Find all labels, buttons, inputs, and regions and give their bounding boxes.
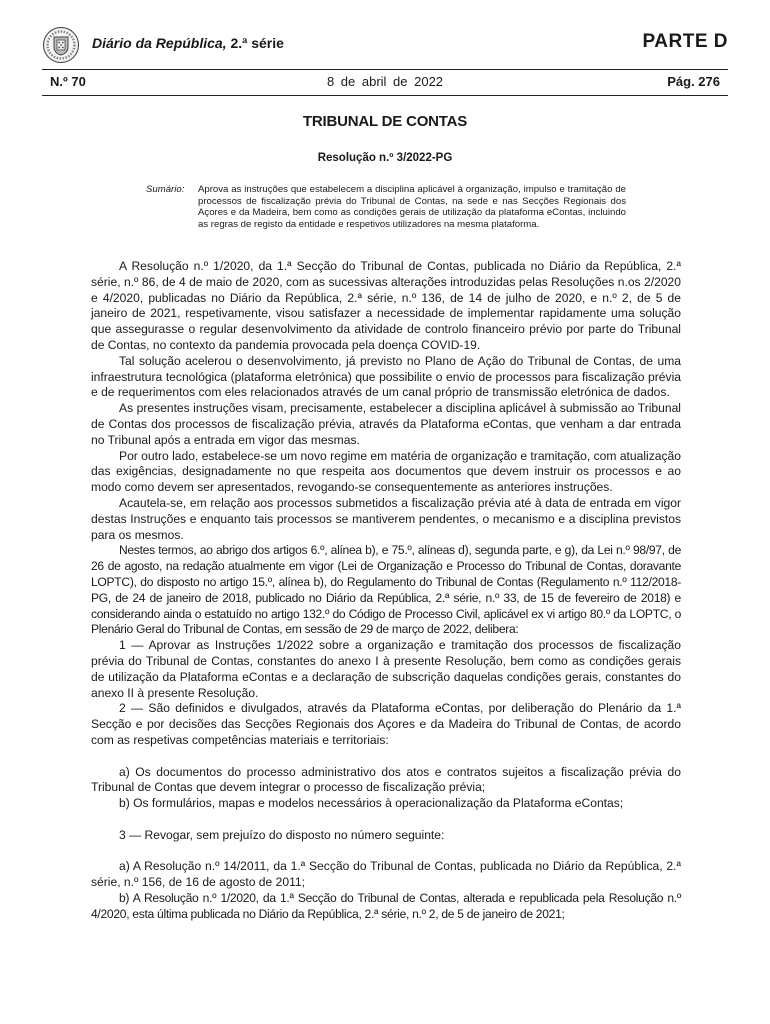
summary-label: Sumário: (146, 184, 185, 195)
coat-of-arms-icon (42, 26, 80, 64)
paragraph: 3 — Revogar, sem prejuízo do disposto no número seguinte: (119, 827, 445, 842)
header-rule-bottom (42, 95, 728, 96)
paragraph: Tal solução acelerou o desenvolvimento, já previsto no Plano de Ação do Tribunal de Contas, de uma infraestrutura tecnológica (plataforma eletrónica) que possibilite o envio de processos para fiscalização prévia e de requerimentos com eles relacionados através de um canal próprio de transmissão eletrónica de dados. (91, 353, 681, 400)
list-item-b: b) Os formulários, mapas e modelos necessários à operacionalização da Plataforma eContas; (119, 796, 624, 811)
paragraph: Nestes termos, ao abrigo dos artigos 6.º, alínea b), e 75.º, alíneas d), segunda parte, e g), da Lei n.º 98/97, de 26 de agosto, na redação atualmente em vigor (Lei de Organização e Processo do Tribunal de Contas, doravante LOPTC), do disposto no artigo 15.º, alínea b), do Regulamento do Tribunal de Contas (Regulamento n.º 112/2018-PG, de 24 de janeiro de 2018, publicado no Diário da República, 2.ª série, n.º 33, de 15 de fevereiro de 2018) e considerando ainda o estatuído no artigo 132.º do Código de Processo Civil, aplicável ex vi artigo 80.º da LOPTC, o Plenário Geral do Tribunal de Contas, em sessão de 29 de março de 2022, delibera: (91, 543, 681, 637)
paragraph: A Resolução n.º 1/2020, da 1.ª Secção do Tribunal de Contas, publicada no Diário da República, 2.ª série, n.º 86, de 4 de maio de 2020, com as sucessivas alterações introduzidas pelas Resoluções n.os 2/2020 e 4/2020, publicadas no Diário da República, 2.ª série, n.º 136, de 14 de julho de 2020, e n.º 2, de 5 de janeiro de 2021, respetivamente, visou satisfazer a necessidade de implementar rapidamente uma solução que assegurasse o regular desenvolvimento da atividade de controlo financeiro prévio por parte do Tribunal de Contas, no contexto da pandemia provocada pela doença COVID-19. (91, 259, 681, 352)
summary-text: Aprova as instruções que estabelecem a disciplina aplicável à organização, impulso e tramitação de processos de fiscalização prévia do Tribunal de Contas, na sede e nas Secções Regionais dos Açores e da Madeira, bem como as condições gerais de utilização da plataforma eContas, incluindo as regras de registo da entidade e respetivos utilizadores na mesma plataforma. (198, 184, 626, 230)
paragraph: 1 — Aprovar as Instruções 1/2022 sobre a organização e tramitação dos processos de fiscalização prévia do Tribunal de Contas, constantes do anexo I à presente Resolução, bem como as condições gerais de utilização da Plataforma eContas e a declaração de subscrição daquelas condições gerais, constantes do anexo II à presente Resolução. (91, 638, 681, 700)
journal-serie: 2.ª série (230, 35, 284, 51)
paragraph: 2 — São definidos e divulgados, através da Plataforma eContas, por deliberação do Plenário da 1.ª Secção e por decisões das Secções Regionais dos Açores e da Madeira do Tribunal de Contas, de acordo com as respetivas competências materiais e territoriais: (91, 701, 681, 747)
issue-meta-bar (42, 74, 728, 92)
list-item-b: b) A Resolução n.º 1/2020, da 1.ª Secção do Tribunal de Contas, alterada e republicada pela Resolução n.º 4/2020, esta última publicada no Diário da República, 2.ª série, n.º 2, de 5 de janeiro de 2021; (91, 890, 681, 921)
journal-name: Diário da República, (92, 35, 227, 51)
issuing-entity: TRIBUNAL DE CONTAS (302, 113, 468, 130)
list-item-a: a) A Resolução n.º 14/2011, da 1.ª Secção do Tribunal de Contas, publicada no Diário da República, 2.ª série, n.º 156, de 16 de agosto de 2011; (91, 859, 681, 890)
paragraph: Acautela-se, em relação aos processos submetidos a fiscalização prévia até à data de entrada em vigor destas Instruções e enquanto tais processos se mantiverem pendentes, o mecanismo e a disciplina previstos para os mesmos. (91, 495, 681, 542)
resolution-title: Resolução n.º 3/2022-PG (317, 152, 453, 164)
page-header (42, 26, 728, 66)
issue-date: 8 de abril de 2022 (326, 74, 444, 89)
page-number: Pág. 276 (667, 74, 720, 89)
part-label: PARTE D (642, 31, 728, 52)
resolution-body (91, 259, 681, 922)
list-item-a: a) Os documentos do processo administrativo dos atos e contratos sujeitos a fiscalização prévia do Tribunal de Contas que devem integrar o processo de fiscalização prévia; (91, 764, 681, 795)
issue-number: N.º 70 (50, 74, 86, 89)
journal-title (92, 35, 284, 51)
paragraph: As presentes instruções visam, precisamente, estabelecer a disciplina aplicável à submissão ao Tribunal de Contas dos processos de fiscalização prévia, através da Plataforma eContas, que venham a dar entrada no Tribunal após a entrada em vigor das mesmas. (91, 401, 681, 447)
header-rule-top (42, 69, 728, 70)
paragraph: Por outro lado, estabelece-se um novo regime em matéria de organização e tramitação, com atualização das exigências, designadamente no que respeita aos documentos que devem instruir os processos e ao modo como devem ser apresentados, revogando-se consequentemente as anteriores instruções. (91, 448, 681, 495)
